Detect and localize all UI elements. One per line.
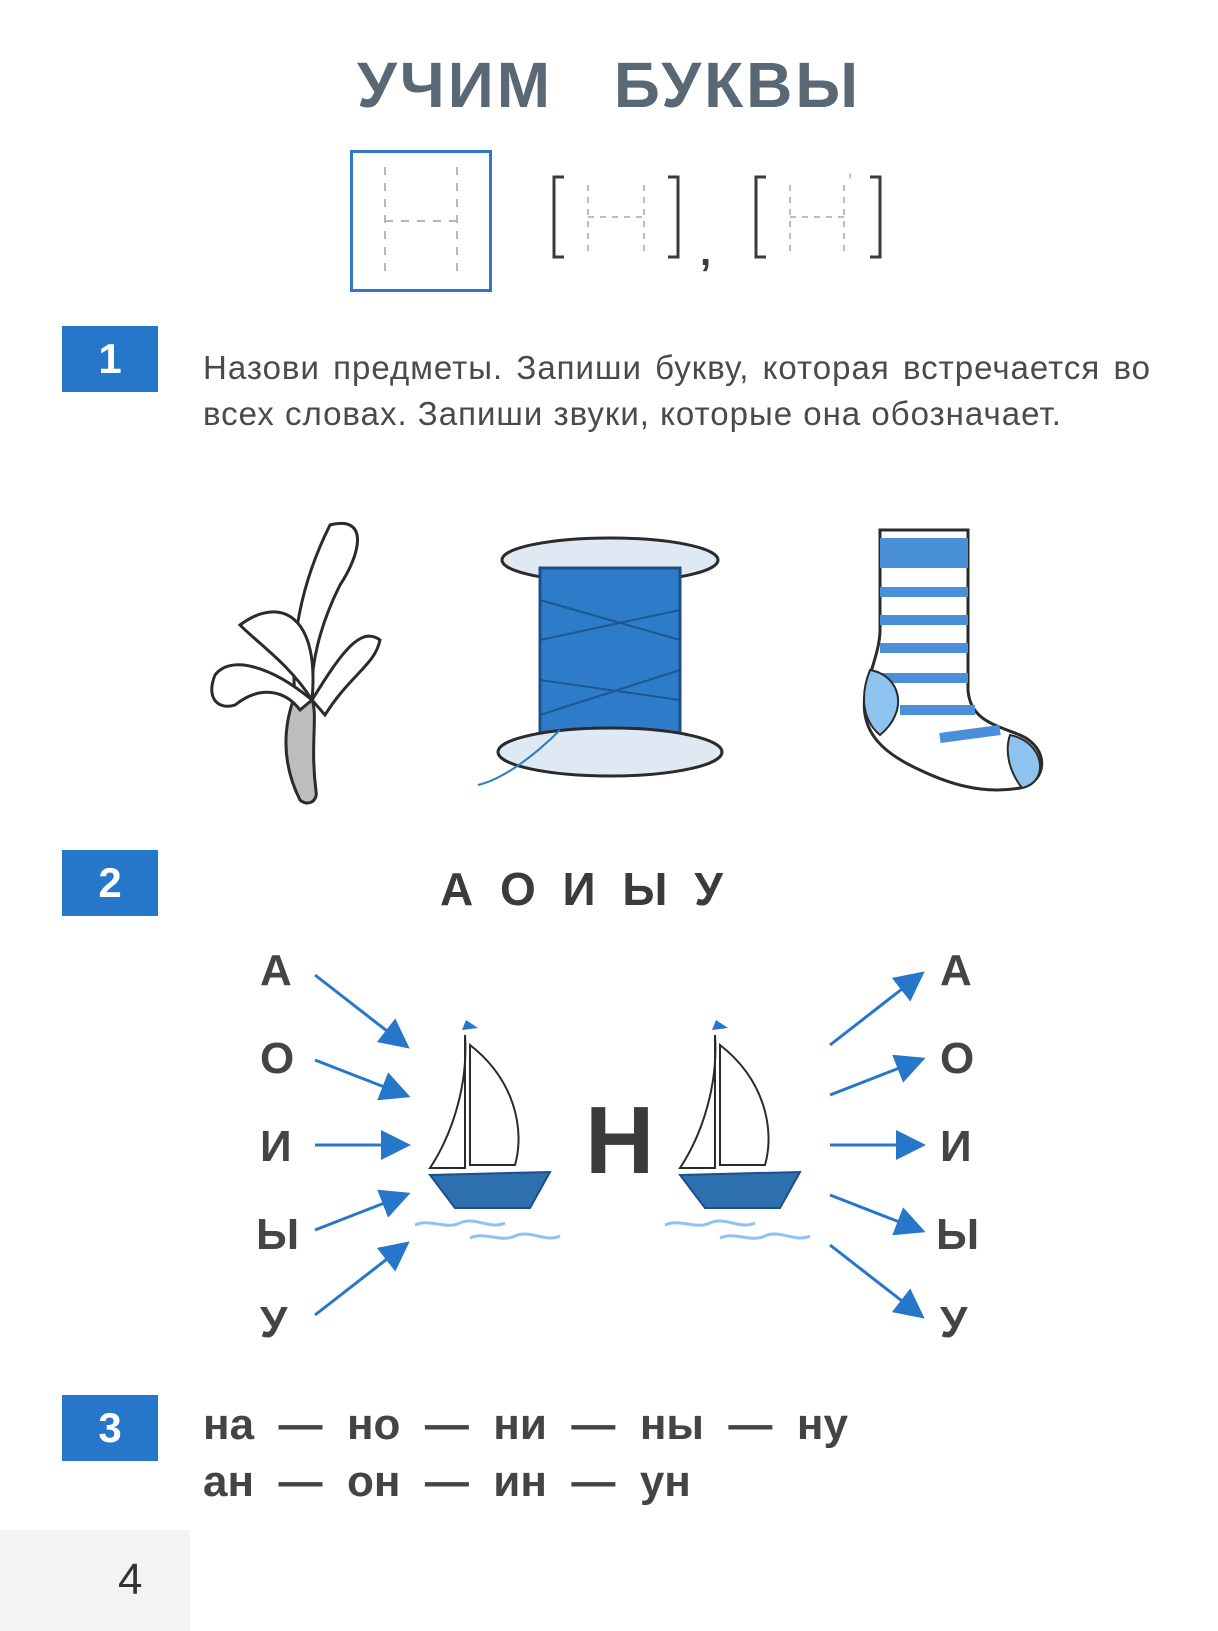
left-vowel-o: О [260,1034,295,1083]
task-3-badge: 3 [62,1395,158,1461]
letter-tracing-box [350,150,492,292]
dashed-letter-n-icon [353,153,489,289]
right-arrows [830,975,920,1315]
task-1-instruction: Назови предметы. Запиши букву, которая встречается во всех словах. Запиши звуки, которые она обозначает. [203,349,1151,432]
task-2-vowel-list: А О И Ы У [440,863,725,915]
center-letter: Н [585,1087,655,1194]
sock-picture [850,520,1050,810]
banana-picture [200,515,400,805]
sound-comma: , [700,230,712,274]
left-arrows [315,975,405,1315]
right-vowel-o: О [940,1034,975,1083]
page-corner-shade [0,1530,190,1631]
left-boat-icon [415,1020,560,1238]
task-2-badge: 2 [62,850,158,916]
right-vowel-y: Ы [936,1210,980,1259]
sound-brackets [550,165,890,275]
page-title: УЧИМ БУКВЫ [356,49,862,121]
svg-text:': ' [848,169,853,194]
left-vowel-y: Ы [256,1210,300,1259]
right-vowel-i: И [940,1122,972,1171]
page-number: 4 [118,1555,143,1604]
thread-spool-picture [470,530,730,810]
task-1-badge: 1 [62,326,158,392]
left-vowel-i: И [260,1122,292,1171]
syllable-row-2: ан — он — ин — ун [203,1457,691,1506]
syllable-row-1: на — но — ни — ны — ну [203,1400,848,1449]
syllable-boats-diagram [230,940,1010,1370]
right-vowel-a: А [940,946,972,995]
left-vowel-a: А [260,946,292,995]
left-vowel-u: У [260,1298,288,1347]
right-vowel-u: У [940,1298,968,1347]
right-boat-icon [665,1020,810,1238]
